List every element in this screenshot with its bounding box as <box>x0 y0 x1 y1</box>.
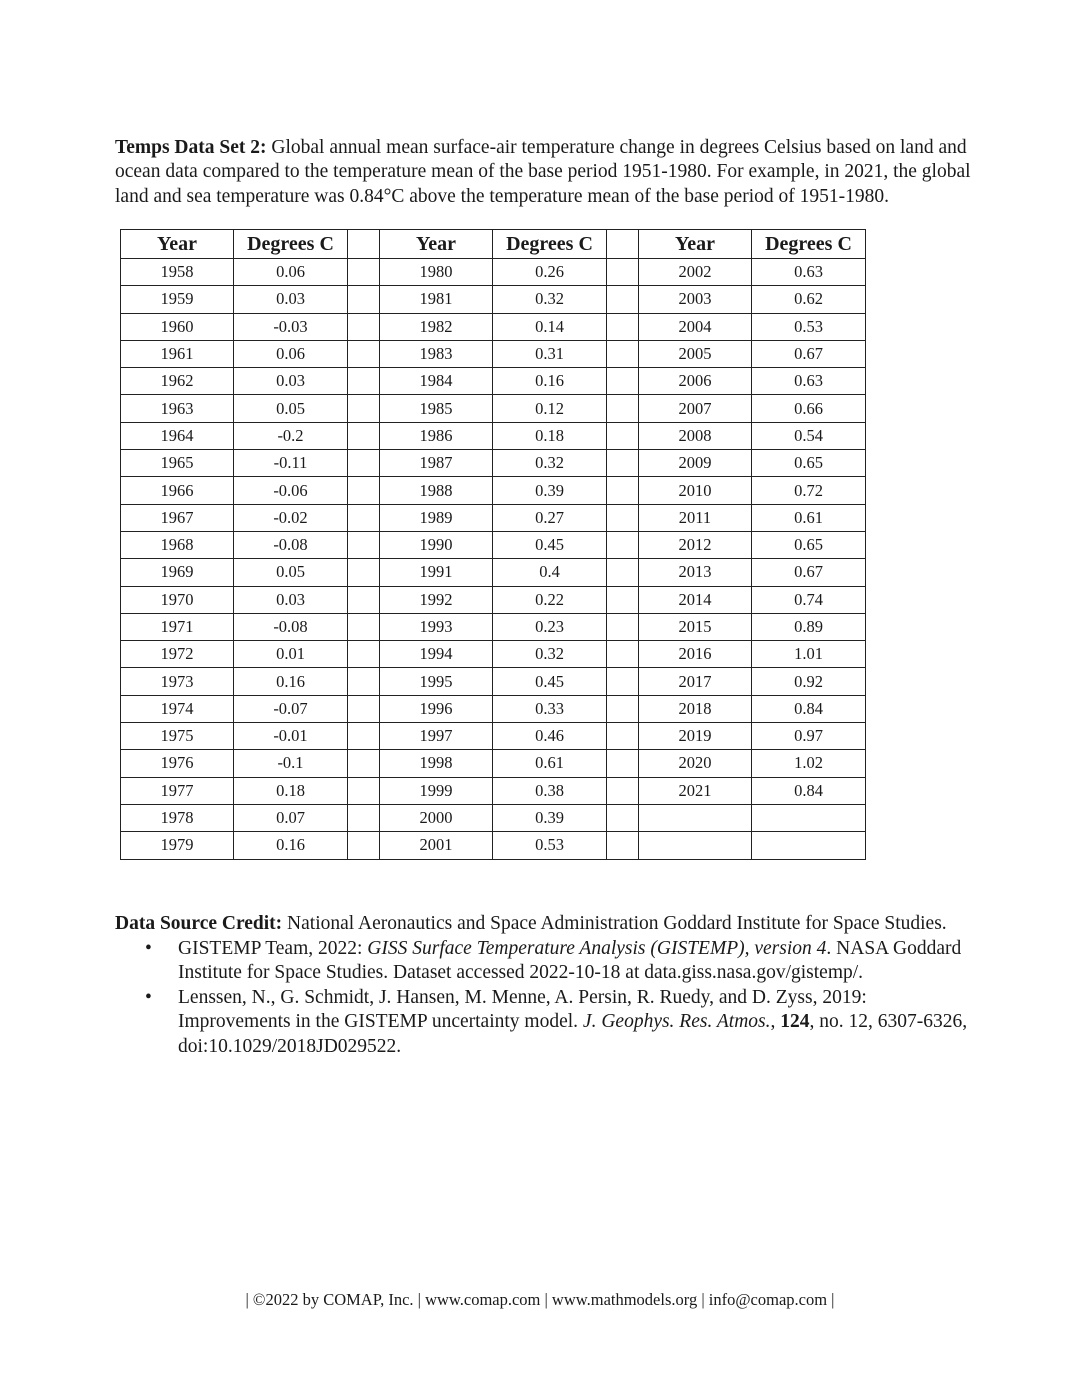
table-row <box>121 368 866 395</box>
year-cell: 1963 <box>121 395 234 422</box>
table-row <box>121 286 866 313</box>
ref2-text-a: Lenssen, N., G. Schmidt, J. Hansen, M. Menne, A. Persin, R. Ruedy, and D. Zyss, 2019: Improvements in the GISTEMP uncertainty model. <box>178 986 867 1032</box>
table-row <box>121 777 866 804</box>
degrees-cell: 0.84 <box>752 777 866 804</box>
year-cell: 1984 <box>380 368 493 395</box>
year-cell: 1958 <box>121 259 234 286</box>
year-cell: 1981 <box>380 286 493 313</box>
table-row <box>121 668 866 695</box>
degrees-cell: 0.03 <box>234 286 348 313</box>
year-cell: 2010 <box>639 477 752 504</box>
year-cell: 1979 <box>121 832 234 859</box>
year-cell: 2006 <box>639 368 752 395</box>
table-row <box>121 504 866 531</box>
year-cell: 1960 <box>121 313 234 340</box>
degrees-cell: 0.12 <box>493 395 607 422</box>
degrees-cell: -0.03 <box>234 313 348 340</box>
spacer-cell <box>607 586 639 613</box>
spacer-cell <box>607 531 639 558</box>
year-cell: 1976 <box>121 750 234 777</box>
spacer-cell <box>348 230 380 259</box>
spacer-cell <box>607 313 639 340</box>
ref2-volume: 124 <box>780 1011 810 1032</box>
year-cell: 1987 <box>380 450 493 477</box>
year-cell: 2015 <box>639 613 752 640</box>
degrees-cell <box>752 832 866 859</box>
spacer-cell <box>348 313 380 340</box>
degrees-cell: -0.2 <box>234 422 348 449</box>
spacer-cell <box>348 259 380 286</box>
year-cell: 1961 <box>121 340 234 367</box>
degrees-cell: 0.65 <box>752 450 866 477</box>
degrees-cell: 0.39 <box>493 804 607 831</box>
degrees-cell: 0.62 <box>752 286 866 313</box>
degrees-cell: 0.31 <box>493 340 607 367</box>
ref2-journal: J. Geophys. Res. Atmos. <box>582 1011 771 1032</box>
degrees-cell: 0.61 <box>752 504 866 531</box>
reference-item <box>115 986 975 1060</box>
degrees-cell: 0.61 <box>493 750 607 777</box>
spacer-cell <box>607 504 639 531</box>
spacer-cell <box>607 613 639 640</box>
degrees-cell: 0.32 <box>493 450 607 477</box>
year-cell: 2012 <box>639 531 752 558</box>
degrees-cell: 0.39 <box>493 477 607 504</box>
degrees-cell: 0.23 <box>493 613 607 640</box>
year-cell: 2020 <box>639 750 752 777</box>
degrees-cell: 0.53 <box>493 832 607 859</box>
degrees-cell: 0.92 <box>752 668 866 695</box>
year-header: Year <box>639 230 752 259</box>
table-row <box>121 832 866 859</box>
year-header: Year <box>380 230 493 259</box>
degrees-cell: 0.72 <box>752 477 866 504</box>
spacer-cell <box>607 750 639 777</box>
table-row <box>121 804 866 831</box>
spacer-cell <box>348 695 380 722</box>
reference-item <box>115 937 975 986</box>
year-cell: 2003 <box>639 286 752 313</box>
ref1-text-b: . NASA Goddard Institute for Space Studies. Dataset accessed 2022-10-18 at data.giss.nasa.gov/gistemp/. <box>178 937 962 983</box>
degrees-cell: 0.03 <box>234 586 348 613</box>
degrees-cell: 0.74 <box>752 586 866 613</box>
year-cell: 1977 <box>121 777 234 804</box>
year-cell: 2017 <box>639 668 752 695</box>
intro-text: Global annual mean surface-air temperature change in degrees Celsius based on land and ocean data compared to the temperature mean of the base period 1951-1980. For example, in 2021, the global land and sea temperature was 0.84°C above the temperature mean of the base period of 1951-1980. <box>115 136 971 207</box>
year-cell <box>639 832 752 859</box>
year-cell: 1995 <box>380 668 493 695</box>
degrees-cell: 0.67 <box>752 340 866 367</box>
degrees-cell: -0.06 <box>234 477 348 504</box>
year-cell: 1970 <box>121 586 234 613</box>
year-cell: 2021 <box>639 777 752 804</box>
intro-paragraph <box>115 136 975 210</box>
degrees-cell: 1.01 <box>752 641 866 668</box>
year-cell: 1988 <box>380 477 493 504</box>
year-cell: 1999 <box>380 777 493 804</box>
degrees-cell: 0.18 <box>493 422 607 449</box>
credit-section <box>115 912 975 1059</box>
degrees-cell: -0.08 <box>234 531 348 558</box>
year-cell: 1997 <box>380 723 493 750</box>
spacer-cell <box>348 504 380 531</box>
spacer-cell <box>348 395 380 422</box>
degrees-cell: 0.16 <box>234 832 348 859</box>
degrees-cell: 0.65 <box>752 531 866 558</box>
spacer-cell <box>348 286 380 313</box>
year-cell <box>639 804 752 831</box>
year-header: Year <box>121 230 234 259</box>
reference-list <box>115 937 975 1060</box>
spacer-cell <box>348 559 380 586</box>
spacer-cell <box>348 723 380 750</box>
degrees-cell: 0.07 <box>234 804 348 831</box>
year-cell: 1978 <box>121 804 234 831</box>
year-cell: 1983 <box>380 340 493 367</box>
spacer-cell <box>348 832 380 859</box>
year-cell: 2000 <box>380 804 493 831</box>
table-row <box>121 313 866 340</box>
table-row <box>121 450 866 477</box>
degrees-cell: 0.63 <box>752 368 866 395</box>
degrees-cell: 0.45 <box>493 531 607 558</box>
year-cell: 2016 <box>639 641 752 668</box>
degrees-cell: 0.06 <box>234 340 348 367</box>
year-cell: 2004 <box>639 313 752 340</box>
degrees-header: Degrees C <box>234 230 348 259</box>
degrees-cell: 0.18 <box>234 777 348 804</box>
spacer-cell <box>607 286 639 313</box>
ref2-sep: , <box>770 1011 781 1032</box>
degrees-cell: 0.03 <box>234 368 348 395</box>
spacer-cell <box>348 641 380 668</box>
degrees-cell: -0.11 <box>234 450 348 477</box>
table-row <box>121 395 866 422</box>
ref1-text-a: GISTEMP Team, 2022: <box>178 937 368 959</box>
spacer-cell <box>348 668 380 695</box>
degrees-cell: 0.32 <box>493 286 607 313</box>
degrees-cell: 0.45 <box>493 668 607 695</box>
spacer-cell <box>607 777 639 804</box>
year-cell: 1982 <box>380 313 493 340</box>
spacer-cell <box>348 477 380 504</box>
spacer-cell <box>607 422 639 449</box>
spacer-cell <box>348 586 380 613</box>
degrees-cell: 0.46 <box>493 723 607 750</box>
year-cell: 2013 <box>639 559 752 586</box>
ref1-title: GISS Surface Temperature Analysis (GISTEMP), version 4 <box>367 937 827 959</box>
year-cell: 2018 <box>639 695 752 722</box>
degrees-cell: 0.06 <box>234 259 348 286</box>
degrees-cell: 0.05 <box>234 559 348 586</box>
year-cell: 1985 <box>380 395 493 422</box>
degrees-cell: 0.53 <box>752 313 866 340</box>
year-cell: 1966 <box>121 477 234 504</box>
spacer-cell <box>607 559 639 586</box>
degrees-cell: 0.84 <box>752 695 866 722</box>
spacer-cell <box>607 340 639 367</box>
spacer-cell <box>607 804 639 831</box>
degrees-cell: 0.97 <box>752 723 866 750</box>
degrees-cell: 0.67 <box>752 559 866 586</box>
table-row <box>121 340 866 367</box>
bullet: • <box>145 986 152 1008</box>
spacer-cell <box>348 450 380 477</box>
table-row <box>121 641 866 668</box>
year-cell: 2011 <box>639 504 752 531</box>
year-cell: 1991 <box>380 559 493 586</box>
spacer-cell <box>607 450 639 477</box>
year-cell: 2007 <box>639 395 752 422</box>
spacer-cell <box>348 804 380 831</box>
table-header-row <box>121 230 866 259</box>
year-cell: 1971 <box>121 613 234 640</box>
degrees-cell: 0.4 <box>493 559 607 586</box>
degrees-cell: 0.14 <box>493 313 607 340</box>
year-cell: 1962 <box>121 368 234 395</box>
year-cell: 2008 <box>639 422 752 449</box>
degrees-cell: 0.05 <box>234 395 348 422</box>
year-cell: 1969 <box>121 559 234 586</box>
degrees-cell: 0.66 <box>752 395 866 422</box>
degrees-cell: -0.02 <box>234 504 348 531</box>
table-body <box>121 259 866 860</box>
degrees-cell: 0.54 <box>752 422 866 449</box>
spacer-cell <box>348 777 380 804</box>
degrees-cell: 0.38 <box>493 777 607 804</box>
year-cell: 1965 <box>121 450 234 477</box>
degrees-cell: 0.16 <box>493 368 607 395</box>
year-cell: 2001 <box>380 832 493 859</box>
spacer-cell <box>348 613 380 640</box>
table-row <box>121 613 866 640</box>
degrees-header: Degrees C <box>493 230 607 259</box>
spacer-cell <box>607 368 639 395</box>
degrees-cell: 1.02 <box>752 750 866 777</box>
year-cell: 2019 <box>639 723 752 750</box>
year-cell: 1959 <box>121 286 234 313</box>
degrees-cell: -0.08 <box>234 613 348 640</box>
year-cell: 1975 <box>121 723 234 750</box>
degrees-cell: -0.01 <box>234 723 348 750</box>
degrees-cell: 0.01 <box>234 641 348 668</box>
table-row <box>121 477 866 504</box>
degrees-cell: 0.22 <box>493 586 607 613</box>
table-row <box>121 586 866 613</box>
spacer-cell <box>348 531 380 558</box>
spacer-cell <box>348 340 380 367</box>
temperature-table <box>120 229 866 860</box>
bullet: • <box>145 937 152 959</box>
credit-paragraph <box>115 912 975 937</box>
year-cell: 1986 <box>380 422 493 449</box>
year-cell: 1967 <box>121 504 234 531</box>
spacer-cell <box>348 422 380 449</box>
year-cell: 1990 <box>380 531 493 558</box>
year-cell: 1993 <box>380 613 493 640</box>
year-cell: 1973 <box>121 668 234 695</box>
year-cell: 2005 <box>639 340 752 367</box>
year-cell: 2002 <box>639 259 752 286</box>
spacer-cell <box>607 668 639 695</box>
credit-text: National Aeronautics and Space Administration Goddard Institute for Space Studies. <box>282 913 947 934</box>
degrees-cell: -0.1 <box>234 750 348 777</box>
table-row <box>121 723 866 750</box>
spacer-cell <box>348 368 380 395</box>
table-row <box>121 422 866 449</box>
credit-label: Data Source Credit: <box>115 913 283 934</box>
spacer-cell <box>607 723 639 750</box>
spacer-cell <box>607 230 639 259</box>
degrees-cell: -0.07 <box>234 695 348 722</box>
year-cell: 1989 <box>380 504 493 531</box>
table-row <box>121 259 866 286</box>
table-row <box>121 750 866 777</box>
year-cell: 1992 <box>380 586 493 613</box>
spacer-cell <box>607 395 639 422</box>
degrees-cell: 0.32 <box>493 641 607 668</box>
degrees-header: Degrees C <box>752 230 866 259</box>
degrees-cell: 0.63 <box>752 259 866 286</box>
degrees-cell: 0.26 <box>493 259 607 286</box>
page-footer: | ©2022 by COMAP, Inc. | www.comap.com | www.mathmodels.org | info@comap.com | <box>245 1290 835 1309</box>
degrees-cell: 0.27 <box>493 504 607 531</box>
year-cell: 2014 <box>639 586 752 613</box>
year-cell: 1994 <box>380 641 493 668</box>
table-row <box>121 695 866 722</box>
intro-label: Temps Data Set 2: <box>115 136 267 158</box>
spacer-cell <box>348 750 380 777</box>
year-cell: 1998 <box>380 750 493 777</box>
spacer-cell <box>607 641 639 668</box>
degrees-cell: 0.16 <box>234 668 348 695</box>
spacer-cell <box>607 695 639 722</box>
table-row <box>121 531 866 558</box>
year-cell: 1980 <box>380 259 493 286</box>
table-row <box>121 559 866 586</box>
year-cell: 1968 <box>121 531 234 558</box>
year-cell: 1972 <box>121 641 234 668</box>
spacer-cell <box>607 832 639 859</box>
degrees-cell: 0.89 <box>752 613 866 640</box>
year-cell: 2009 <box>639 450 752 477</box>
year-cell: 1964 <box>121 422 234 449</box>
spacer-cell <box>607 477 639 504</box>
spacer-cell <box>607 259 639 286</box>
degrees-cell: 0.33 <box>493 695 607 722</box>
year-cell: 1996 <box>380 695 493 722</box>
year-cell: 1974 <box>121 695 234 722</box>
degrees-cell <box>752 804 866 831</box>
ref2-text-b: , no. 12, 6307-6326, doi:10.1029/2018JD029522. <box>178 1011 968 1057</box>
